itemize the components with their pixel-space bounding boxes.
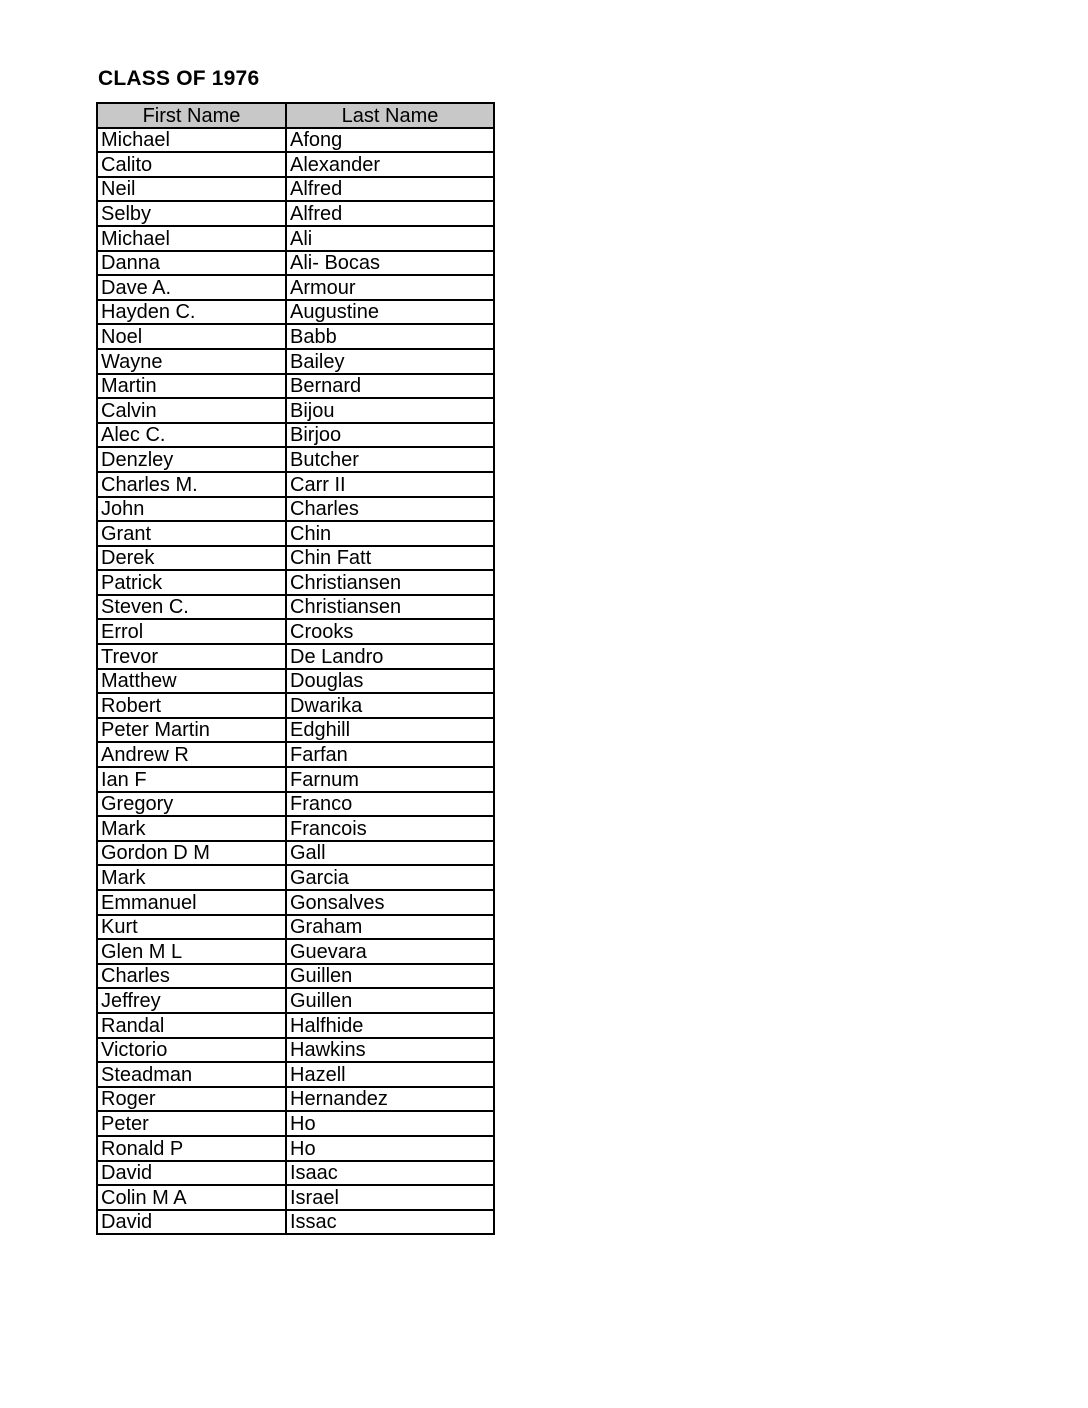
first-name-cell: Glen M L [97,939,286,964]
last-name-cell: Farfan [286,742,494,767]
first-name-cell: Charles [97,964,286,989]
table-row [97,1185,494,1210]
table-row [97,1210,494,1235]
table-row [97,669,494,694]
table-row [97,201,494,226]
last-name-cell: Butcher [286,447,494,472]
last-name-cell: Issac [286,1210,494,1235]
first-name-cell: Mark [97,816,286,841]
table-row [97,570,494,595]
last-name-cell: Douglas [286,669,494,694]
table-row [97,988,494,1013]
first-name-cell: Ian F [97,767,286,792]
table-row [97,374,494,399]
table-row [97,546,494,571]
last-name-cell: Bernard [286,374,494,399]
last-name-cell: Guevara [286,939,494,964]
table-row [97,1062,494,1087]
first-name-cell: Roger [97,1087,286,1112]
table-row [97,890,494,915]
last-name-cell: Carr II [286,472,494,497]
first-name-cell: Alec C. [97,423,286,448]
table-row [97,324,494,349]
table-row [97,742,494,767]
first-name-cell: Steven C. [97,595,286,620]
last-name-cell: Ho [286,1111,494,1136]
first-name-cell: Michael [97,128,286,153]
last-name-cell: Farnum [286,767,494,792]
column-header-first-name: First Name [97,103,286,128]
table-row [97,865,494,890]
last-name-cell: Israel [286,1185,494,1210]
table-row [97,816,494,841]
first-name-cell: Wayne [97,349,286,374]
last-name-cell: Alfred [286,201,494,226]
last-name-cell: Babb [286,324,494,349]
first-name-cell: Patrick [97,570,286,595]
first-name-cell: Calito [97,152,286,177]
first-name-cell: David [97,1210,286,1235]
first-name-cell: John [97,497,286,522]
first-name-cell: Hayden C. [97,300,286,325]
first-name-cell: Dave A. [97,275,286,300]
first-name-cell: Charles M. [97,472,286,497]
table-row [97,619,494,644]
table-row [97,521,494,546]
last-name-cell: Hazell [286,1062,494,1087]
last-name-cell: Christiansen [286,595,494,620]
table-row [97,300,494,325]
table-row [97,1087,494,1112]
last-name-cell: Ali- Bocas [286,251,494,276]
table-row [97,767,494,792]
table-row [97,349,494,374]
first-name-cell: Calvin [97,398,286,423]
last-name-cell: Alexander [286,152,494,177]
first-name-cell: Derek [97,546,286,571]
table-row [97,1161,494,1186]
first-name-cell: Errol [97,619,286,644]
table-row [97,447,494,472]
last-name-cell: Hawkins [286,1038,494,1063]
last-name-cell: Edghill [286,718,494,743]
first-name-cell: Andrew R [97,742,286,767]
table-row [97,275,494,300]
first-name-cell: Colin M A [97,1185,286,1210]
last-name-cell: Birjoo [286,423,494,448]
table-row [97,1013,494,1038]
first-name-cell: Danna [97,251,286,276]
column-header-last-name: Last Name [286,103,494,128]
last-name-cell: Garcia [286,865,494,890]
first-name-cell: Michael [97,226,286,251]
last-name-cell: Augustine [286,300,494,325]
first-name-cell: Gordon D M [97,841,286,866]
first-name-cell: Randal [97,1013,286,1038]
last-name-cell: Alfred [286,177,494,202]
last-name-cell: Crooks [286,619,494,644]
last-name-cell: Bailey [286,349,494,374]
first-name-cell: Emmanuel [97,890,286,915]
table-row [97,964,494,989]
first-name-cell: Victorio [97,1038,286,1063]
last-name-cell: Afong [286,128,494,153]
last-name-cell: Isaac [286,1161,494,1186]
last-name-cell: Armour [286,275,494,300]
table-row [97,152,494,177]
table-header-row [97,103,494,128]
table-body [97,128,494,1235]
last-name-cell: Christiansen [286,570,494,595]
table-row [97,915,494,940]
last-name-cell: Gall [286,841,494,866]
first-name-cell: Robert [97,693,286,718]
last-name-cell: Francois [286,816,494,841]
first-name-cell: Neil [97,177,286,202]
last-name-cell: Chin [286,521,494,546]
first-name-cell: Steadman [97,1062,286,1087]
first-name-cell: Peter [97,1111,286,1136]
table-row [97,595,494,620]
first-name-cell: Mark [97,865,286,890]
last-name-cell: Guillen [286,988,494,1013]
table-row [97,226,494,251]
first-name-cell: Trevor [97,644,286,669]
last-name-cell: Gonsalves [286,890,494,915]
last-name-cell: Chin Fatt [286,546,494,571]
first-name-cell: Noel [97,324,286,349]
class-roster-table [96,102,495,1235]
table-row [97,128,494,153]
page-title: CLASS OF 1976 [98,67,260,90]
first-name-cell: Kurt [97,915,286,940]
table-row [97,472,494,497]
first-name-cell: Martin [97,374,286,399]
table-row [97,718,494,743]
last-name-cell: Halfhide [286,1013,494,1038]
first-name-cell: Jeffrey [97,988,286,1013]
table-row [97,1038,494,1063]
table-row [97,939,494,964]
last-name-cell: Charles [286,497,494,522]
last-name-cell: Graham [286,915,494,940]
table-row [97,1136,494,1161]
first-name-cell: Gregory [97,792,286,817]
last-name-cell: Ho [286,1136,494,1161]
first-name-cell: David [97,1161,286,1186]
last-name-cell: De Landro [286,644,494,669]
last-name-cell: Hernandez [286,1087,494,1112]
first-name-cell: Peter Martin [97,718,286,743]
table-row [97,251,494,276]
first-name-cell: Matthew [97,669,286,694]
last-name-cell: Bijou [286,398,494,423]
table-row [97,792,494,817]
table-row [97,693,494,718]
table-row [97,1111,494,1136]
table-row [97,423,494,448]
table-row [97,841,494,866]
first-name-cell: Grant [97,521,286,546]
last-name-cell: Guillen [286,964,494,989]
table-row [97,398,494,423]
table-row [97,644,494,669]
last-name-cell: Ali [286,226,494,251]
first-name-cell: Denzley [97,447,286,472]
first-name-cell: Ronald P [97,1136,286,1161]
table-row [97,177,494,202]
last-name-cell: Dwarika [286,693,494,718]
table-row [97,497,494,522]
first-name-cell: Selby [97,201,286,226]
last-name-cell: Franco [286,792,494,817]
